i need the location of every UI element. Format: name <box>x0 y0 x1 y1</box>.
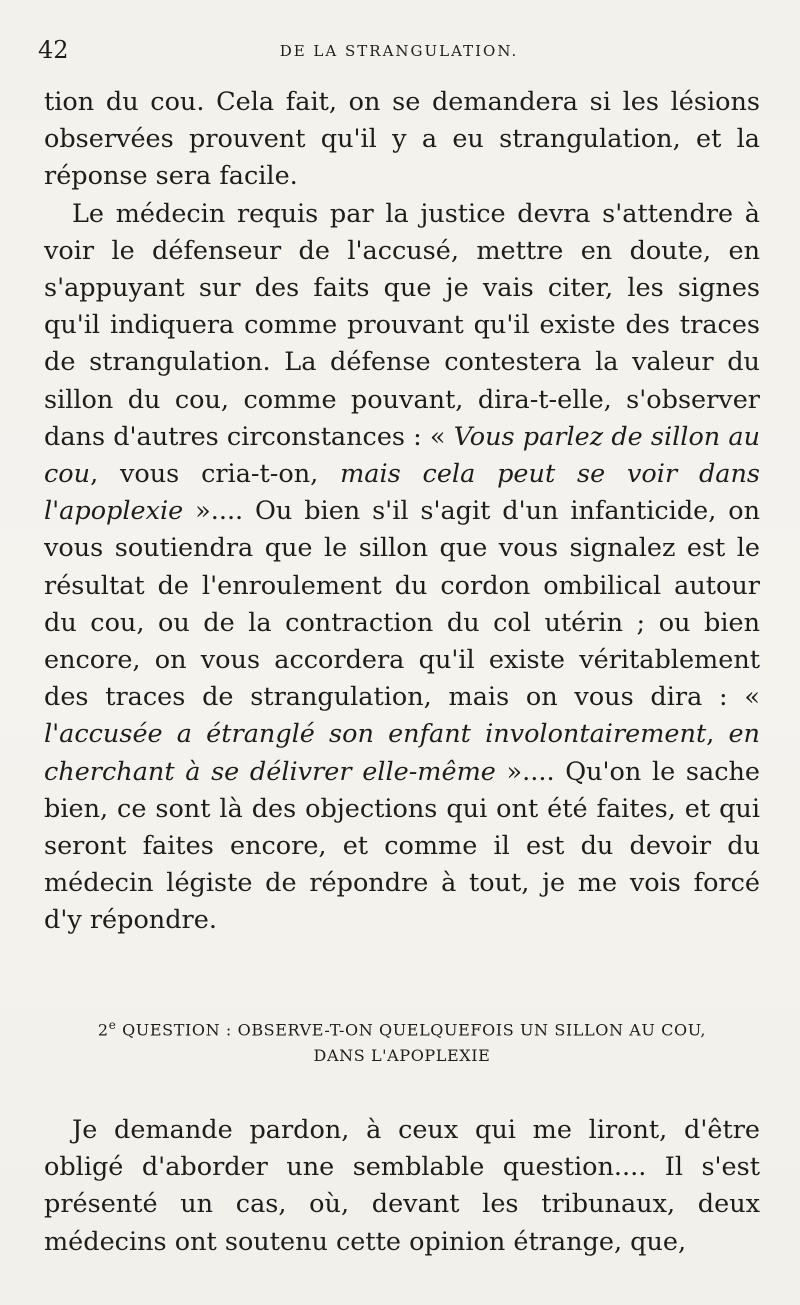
italic-quote: mais cela peut se voir dans l'apoplexie <box>44 459 760 527</box>
text-run: ».... Qu'on le sache bien, ce sont là des objections qui ont été faites, et qui seront faites encore, et comme il est du devoir du médecin légiste de répondre à tout, je me vois forcé d'y répondre. <box>44 756 760 936</box>
question-number: 2 <box>97 1020 109 1040</box>
question-ordinal: e <box>108 1018 117 1032</box>
text-run: , <box>706 719 729 750</box>
italic-quote: Vous parlez de sillon au cou <box>44 421 761 490</box>
question-title: QUESTION : OBSERVE-T-ON QUELQUEFOIS UN SILLON AU COU, <box>116 1020 707 1040</box>
paragraph-pardon: Je demande pardon, à ceux qui me liront, d'être obligé d'aborder une semblable question.... Il s'est présenté un cas, où, devant les tribunaux, deux médecins ont soutenu cette opinion étrange, que, <box>44 1115 760 1257</box>
text-run: , vous cria-t-on, <box>90 459 341 490</box>
paragraph-defense <box>44 196 760 940</box>
italic-quote: l'accusée a étranglé son enfant involontairement <box>44 719 707 750</box>
italic-quote: en cherchant à se délivrer elle-même <box>44 719 760 787</box>
question-heading-line-1 <box>44 1012 760 1043</box>
page-header <box>38 36 760 70</box>
text-run: ».... Ou bien s'il s'agit d'un infanticide, on vous soutiendra que le sillon que vous signalez est le résultat de l'enroulement du cordon ombilical autour du cou, ou de la contraction du col utérin ; ou bien encore, on vous accordera qu'il existe véritablement des traces de strangulation, mais on vous dira : « <box>44 496 760 713</box>
question-heading <box>44 1012 760 1069</box>
paragraph-continuation: tion du cou. Cela fait, on se demandera si les lésions observées prouvent qu'il y a eu strangulation, et la réponse sera facile. <box>44 87 760 192</box>
question-heading-line-2: DANS L'APOPLEXIE <box>313 1046 491 1066</box>
text-run: Le médecin requis par la justice devra s'attendre à voir le défenseur de l'accusé, mettre en doute, en s'appuyant sur des faits que je vais citer, les signes qu'il indiquera comme prouvant qu'il existe des traces de strangulation. La défense contestera la valeur du sillon du cou, comme pouvant, dira-t-elle, s'observer dans d'autres circonstances : « <box>44 198 760 452</box>
page-number: 42 <box>38 36 69 64</box>
main-text-continued <box>44 1112 760 1261</box>
main-text <box>44 84 760 940</box>
running-head: DE LA STRANGULATION. <box>279 42 519 60</box>
